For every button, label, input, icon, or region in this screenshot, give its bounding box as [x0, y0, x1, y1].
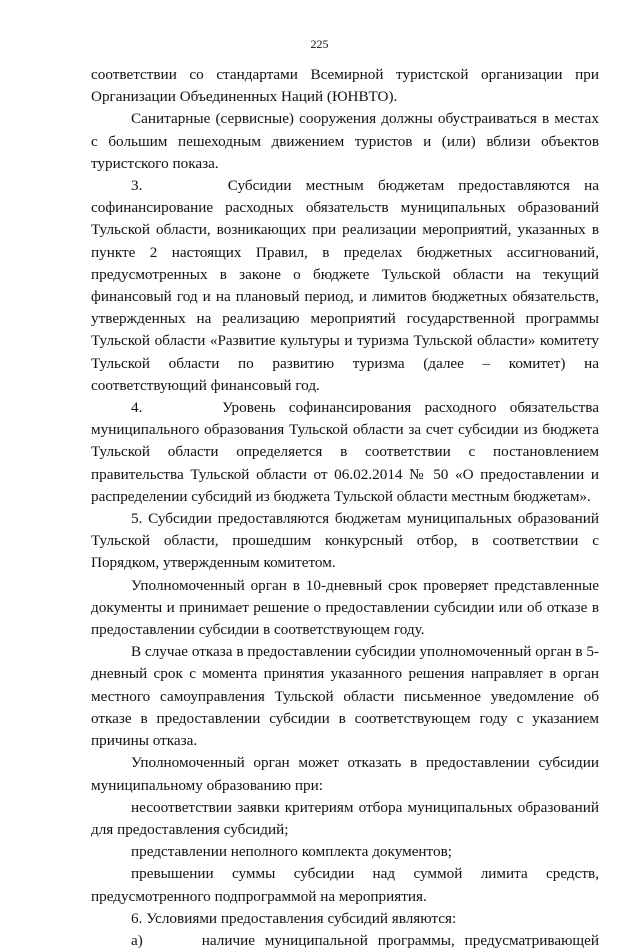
paragraph-condition-a: а) наличие муниципальной программы, предусматривающей — [131, 931, 599, 949]
paragraph-item-6-conditions: 6. Условиями предоставления субсидий являются: — [131, 909, 457, 927]
document-body — [91, 64, 599, 952]
paragraph-sanitary-facilities: Санитарные (сервисные) сооружения должны обустраиваться в местах с большим пешеходным движением туристов и (или) вблизи объектов туристского показа. — [91, 110, 599, 172]
paragraph-item-5-subsidies-provided: 5. Субсидии предоставляются бюджетам муниципальных образований Тульской области, прошедшим конкурсный отбор, в соответствии с Порядком, утвержденным комитетом. — [91, 510, 599, 572]
paragraph-authorized-body-review: Уполномоченный орган в 10-дневный срок проверяет представленные документы и принимает решение о предоставлении субсидии или об отказе в предоставлении субсидии в соответствующем году. — [91, 576, 599, 639]
paragraph-item-4-cofinancing: 4. Уровень софинансирования расходного обязательства муниципального образования Тульской области за счет субсидии из бюджета Тульской области определяется в соответствии с постановлением правительства Тульской области от 06.02.2014 № 50 «О предоставлении и распределении субсидий из бюджета Тульской области местным бюджетам». — [91, 399, 599, 505]
paragraph-ground-nonconformity: несоответствии заявки критериям отбора муниципальных образований для предоставления субсидий; — [91, 798, 599, 838]
page-number: 225 — [310, 37, 329, 51]
paragraph-ground-excess-amount: превышении суммы субсидии над суммой лимита средств, предусмотренного подпрограммой на мероприятия. — [91, 865, 599, 905]
paragraph-continuation-unwto: соответствии со стандартами Всемирной туристской организации при Организации Объединенных Наций (ЮНВТО). — [91, 66, 599, 106]
paragraph-item-3-subsidies: 3. Субсидии местным бюджетам предоставляются на софинансирование расходных обязательств муниципальных образований Тульской области, возникающих при реализации мероприятий, указанных в пункте 2 настоящих Правил, в пределах бюджетных ассигнований, предусмотренных в законе о бюджете Тульской области на текущий финансовый год и на плановый период, и лимитов бюджетных обязательств, утвержденных на реализацию мероприятий государственной программы Тульской области «Развитие культуры и туризма Тульской области» комитету Тульской области по развитию туризма (далее – комитет) на соответствующий финансовый год. — [91, 177, 599, 394]
paragraph-ground-incomplete-docs: представлении неполного комплекта документов; — [131, 843, 452, 861]
paragraph-refusal-grounds: Уполномоченный орган может отказать в предоставлении субсидии муниципальному образованию при: — [91, 754, 599, 794]
paragraph-refusal-notice: В случае отказа в предоставлении субсидии уполномоченный орган в 5-дневный срок с момента принятия указанного решения направляет в орган местного самоуправления Тульской области письменное уведомление об отказе в предоставлении субсидии в соответствующем году с указанием причины отказа. — [91, 643, 599, 750]
